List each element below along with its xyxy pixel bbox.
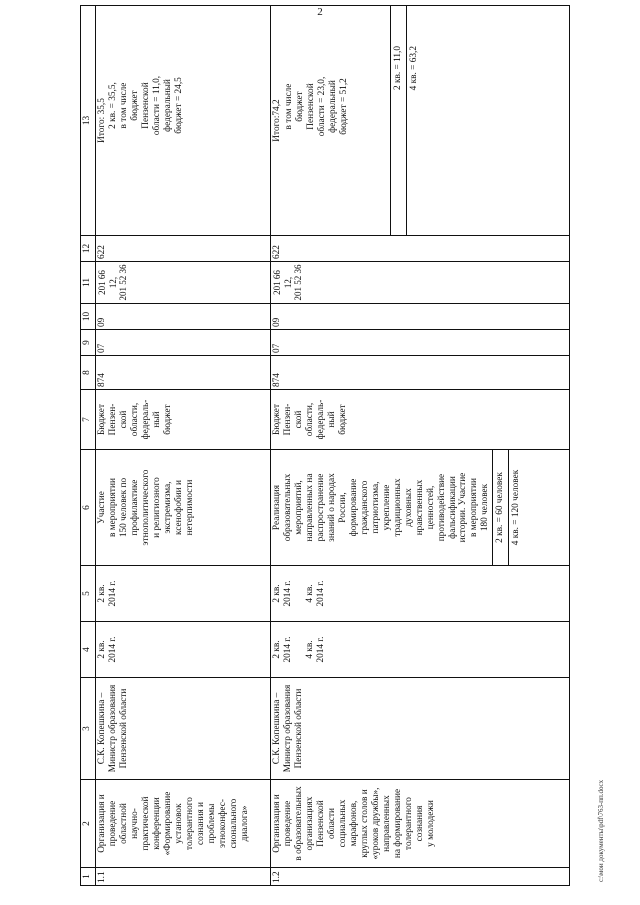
header-cell: 10 [81, 304, 96, 330]
total-q4: 4 кв. = 63,2 [406, 6, 422, 235]
event-name: Организация и проведение в образовательных организациях Пензенской области социальных марафонов, круглых столов и «уроков дружбы», направленных на формирование толерантного сознания у молодежи [271, 780, 570, 868]
code-target-article: 201 66 12, 201 52 36 [271, 262, 570, 304]
file-path-footer: c:\мои документы\pdf\763-пп.docx [597, 779, 605, 882]
code-subsection: 09 [96, 304, 271, 330]
code-subsection: 09 [271, 304, 570, 330]
financing-total [96, 6, 271, 236]
financing-total [271, 6, 570, 236]
code-section: 07 [271, 330, 570, 356]
code-grbs: 874 [96, 356, 271, 390]
header-cell: 7 [81, 390, 96, 450]
rotated-table-container [80, 6, 570, 886]
code-expense-type: 622 [271, 236, 570, 262]
table-row [271, 6, 570, 886]
header-cell: 12 [81, 236, 96, 262]
header-cell: 6 [81, 450, 96, 566]
code-target-article: 201 66 12, 201 52 36 [96, 262, 271, 304]
total-q2: 2 кв. = 11,0 [390, 6, 406, 235]
header-cell: 8 [81, 356, 96, 390]
header-cell: 11 [81, 262, 96, 304]
result-text: Реализация образовательных мероприятий, направленных на распространение знаний о народах России, формирование гражданского патриотизма, укрепление традиционных духовных нравственных ценностей, противодействие фальсификации истории. Участие в мероприятии 180 человек [272, 472, 491, 543]
result-q4: 4 кв. = 120 человек [508, 450, 524, 565]
start-date: 2 кв. 2014 г. [96, 622, 271, 678]
row-number: 1.2 [271, 868, 570, 886]
end-date: 2 кв. 2014 г. [96, 566, 271, 622]
responsible: С.К. Копешкина – Министр образования Пензенской области [271, 678, 570, 780]
header-row [81, 6, 96, 886]
total-label: Итого: 35,5 [97, 98, 107, 143]
code-expense-type: 622 [96, 236, 271, 262]
result-q2: 2 кв. = 60 человек [492, 450, 508, 565]
row-number: 1.1 [96, 868, 271, 886]
header-cell: 3 [81, 678, 96, 780]
expected-result: Участие в мероприятии 150 человек по профилактике этнополитического и религиозного экстремизма, ксенофобии и нетерпимости [96, 450, 271, 566]
responsible: С.К. Копешкина – Министр образования Пензенской области [96, 678, 271, 780]
total-label: Итого:74,2 [272, 99, 282, 142]
header-cell: 4 [81, 622, 96, 678]
table-row [96, 6, 271, 886]
funding-source: Бюджет Пензен- ской области, федераль- ный бюджет [271, 390, 570, 450]
header-cell: 1 [81, 868, 96, 886]
code-grbs: 874 [271, 356, 570, 390]
total-detail: 2 кв. = 35,5, в том числе бюджет Пензенской области = 11,0, федеральный бюджет = 24,5 [107, 75, 184, 136]
expected-result [271, 450, 570, 566]
activities-table [80, 5, 570, 886]
header-cell: 2 [81, 780, 96, 868]
page-number: 2 [317, 6, 323, 18]
total-detail: в том числе бюджет Пензенской области = 23,0, федеральный бюджет = 51,2 [283, 76, 349, 137]
start-date: 2 кв. 2014 г. 4 кв. 2014 г. [271, 622, 570, 678]
code-section: 07 [96, 330, 271, 356]
header-cell: 9 [81, 330, 96, 356]
header-cell: 13 [81, 6, 96, 236]
header-cell: 5 [81, 566, 96, 622]
funding-source: Бюджет Пензен- ской области, федераль- ный бюджет [96, 390, 271, 450]
event-name: Организация и проведение областной научно- практической конференции «Формирование установок толерантного сознания и проблемы этноконфес- сионального диалога» [96, 780, 271, 868]
end-date: 2 кв. 2014 г. 4 кв. 2014 г. [271, 566, 570, 622]
